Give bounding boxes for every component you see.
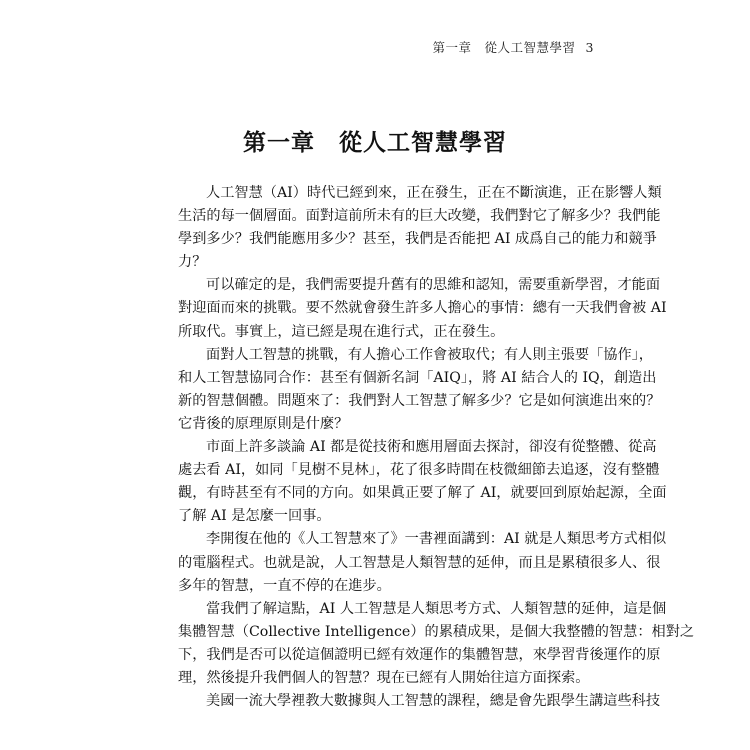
running-header-title: 第一章 從人工智慧學習 (432, 40, 576, 55)
text-line: 李開復在他的《人工智慧來了》一書裡面講到：AI 就是人類思考方式相似 (206, 531, 667, 548)
text-line: 可以確定的是，我們需要提升舊有的思維和認知，需要重新學習，才能面 (206, 277, 661, 294)
text-line: 處去看 AI，如同「見樹不見林」，花了很多時間在枝微細節去追逐，沒有整體 (178, 462, 660, 479)
text-line: 面對人工智慧的挑戰，有人擔心工作會被取代；有人則主張要「協作」， (206, 346, 653, 363)
text-line: 所取代。事實上，這已經是現在進行式，正在發生。 (178, 323, 505, 340)
text-line: 學到多少？我們能應用多少？甚至，我們是否能把 AI 成爲自己的能力和競爭 (178, 231, 657, 248)
text-line: 理，然後提升我們個人的智慧？現在已經有人開始往這方面探索。 (178, 669, 590, 686)
text-line: 力？ (178, 254, 207, 271)
text-line: 和人工智慧協同合作：甚至有個新名詞「AIQ」，將 AI 結合人的 IQ，創造出 (178, 369, 657, 386)
text-line: 集體智慧（Collective Intelligence）的累積成果，是個大我整體的智慧：相對之 (178, 623, 695, 640)
text-line: 觀，有時甚至有不同的方向。如果眞正要了解了 AI，就要回到原始起源，全面 (178, 485, 667, 502)
text-line: 對迎面而來的挑戰。要不然就會發生許多人擔心的事情：總有一天我們會被 AI (178, 300, 667, 317)
text-line: 的電腦程式。也就是說，人工智慧是人類智慧的延伸，而且是累積很多人、很 (178, 554, 661, 571)
page-number: 3 (585, 40, 594, 55)
text-line: 新的智慧個體。問題來了：我們對人工智慧了解多少？它是如何演進出來的？ (178, 392, 661, 409)
text-line: 生活的每一個層面。面對這前所未有的巨大改變，我們對它了解多少？我們能 (178, 208, 661, 225)
chapter-title: 第一章 從人工智慧學習 (243, 129, 507, 156)
text-line: 它背後的原理原則是什麼？ (178, 415, 349, 432)
text-line: 多年的智慧，一直不停的在進步。 (178, 577, 391, 594)
running-header (433, 38, 594, 56)
text-line: 市面上許多談論 AI 都是從技術和應用層面去探討，卻沒有從整體、從高 (206, 439, 657, 456)
text-line: 當我們了解這點，AI 人工智慧是人類思考方式、人類智慧的延伸，這是個 (206, 600, 667, 617)
text-line: 人工智慧（AI）時代已經到來，正在發生，正在不斷演進，正在影響人類 (206, 185, 662, 201)
text-line: 下，我們是否可以從這個證明已經有效運作的集體智慧，來學習背後運作的原 (178, 646, 661, 663)
text-line: 了解 AI 是怎麼一回事。 (178, 508, 331, 525)
text-line: 美國一流大學裡教大數據與人工智慧的課程，總是會先跟學生講這些科技 (206, 693, 661, 710)
body-text (178, 182, 695, 713)
